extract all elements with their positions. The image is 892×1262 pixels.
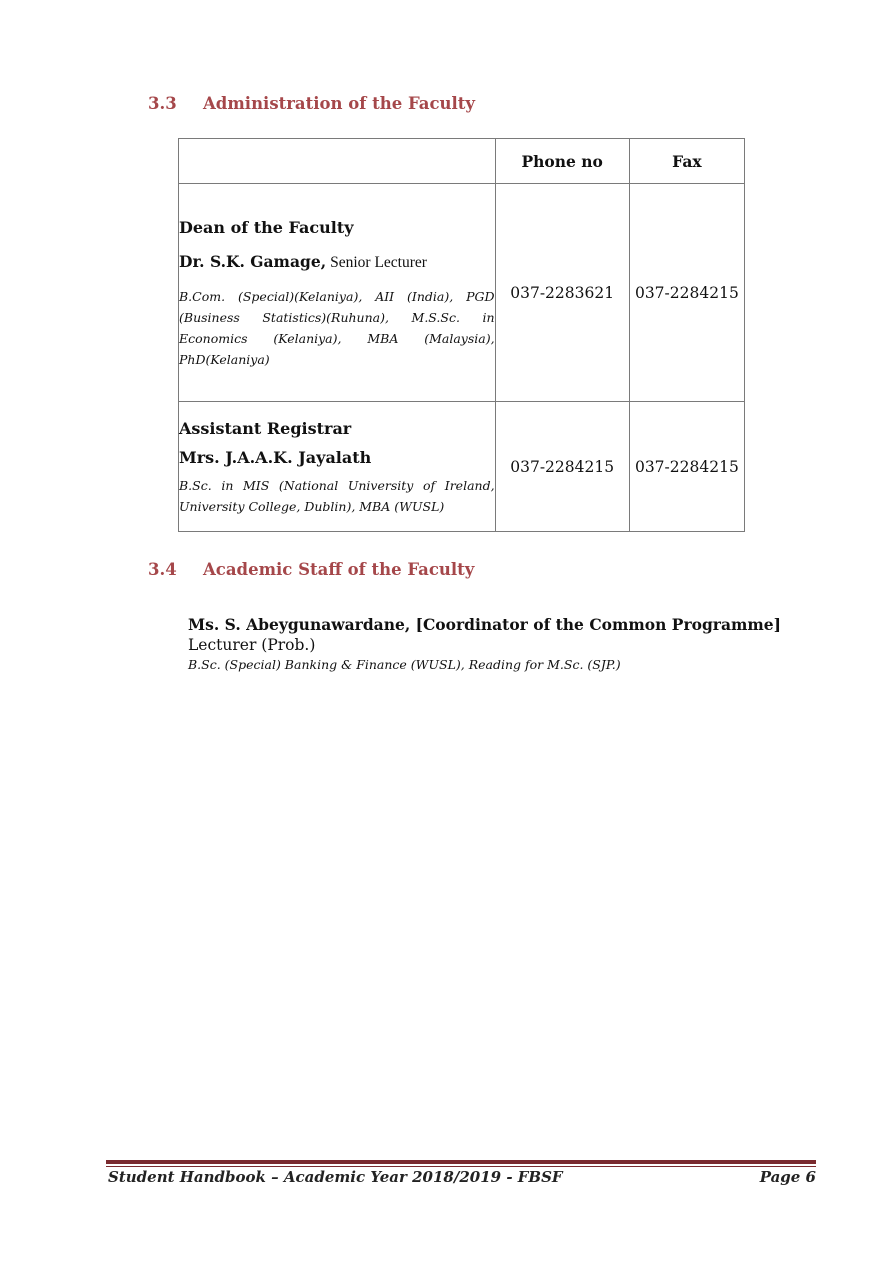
person-cell	[179, 402, 496, 532]
header-cell-phone: Phone no	[495, 139, 629, 184]
role-label: Dean of the Faculty	[179, 217, 354, 237]
section-title: Academic Staff of the Faculty	[203, 560, 475, 579]
table-header-row	[179, 139, 745, 184]
table-row-dean	[179, 184, 745, 402]
page-footer	[108, 1168, 816, 1186]
person-name: Mrs. J.A.A.K. Jayalath	[179, 447, 372, 467]
section-number: 3.3	[148, 94, 177, 113]
phone-cell: 037-2284215	[495, 402, 629, 532]
header-cell-empty	[179, 139, 496, 184]
name-line	[179, 448, 495, 467]
person-cell	[179, 184, 496, 402]
person-title: Senior Lecturer	[330, 253, 427, 271]
section-title: Administration of the Faculty	[203, 94, 475, 113]
header-cell-fax: Fax	[629, 139, 744, 184]
fax-cell: 037-2284215	[629, 184, 744, 402]
section-heading-3-3	[148, 94, 475, 113]
footer-handbook-title: Student Handbook – Academic Year 2018/2019 - FBSF	[108, 1168, 563, 1186]
staff-qualifications: B.Sc. (Special) Banking & Finance (WUSL), Reading for M.Sc. (SJP.)	[188, 657, 621, 672]
role-label: Assistant Registrar	[179, 418, 352, 438]
footer-divider	[106, 1160, 816, 1164]
qualifications: B.Sc. in MIS (National University of Ireland, University College, Dublin), MBA (WUSL)	[179, 477, 495, 514]
staff-entry	[188, 615, 781, 675]
section-number: 3.4	[148, 560, 177, 579]
phone-cell: 037-2283621	[495, 184, 629, 402]
footer-divider-thin	[106, 1166, 816, 1167]
administration-table	[178, 138, 745, 532]
staff-role: Lecturer (Prob.)	[188, 636, 316, 654]
name-line	[179, 252, 495, 272]
qualifications: B.Com. (Special)(Kelaniya), AII (India), PGD (Business Statistics)(Ruhuna), M.S.Sc. in Economics (Kelaniya), MBA (Malaysia), PhD(Kelaniya)	[179, 288, 495, 367]
fax-cell: 037-2284215	[629, 402, 744, 532]
table-row-assistant-registrar	[179, 402, 745, 532]
page-number: Page 6	[759, 1168, 816, 1186]
staff-name: Ms. S. Abeygunawardane, [Coordinator of the Common Programme]	[188, 615, 782, 634]
section-heading-3-4	[148, 560, 474, 579]
person-name: Dr. S.K. Gamage,	[179, 251, 327, 271]
